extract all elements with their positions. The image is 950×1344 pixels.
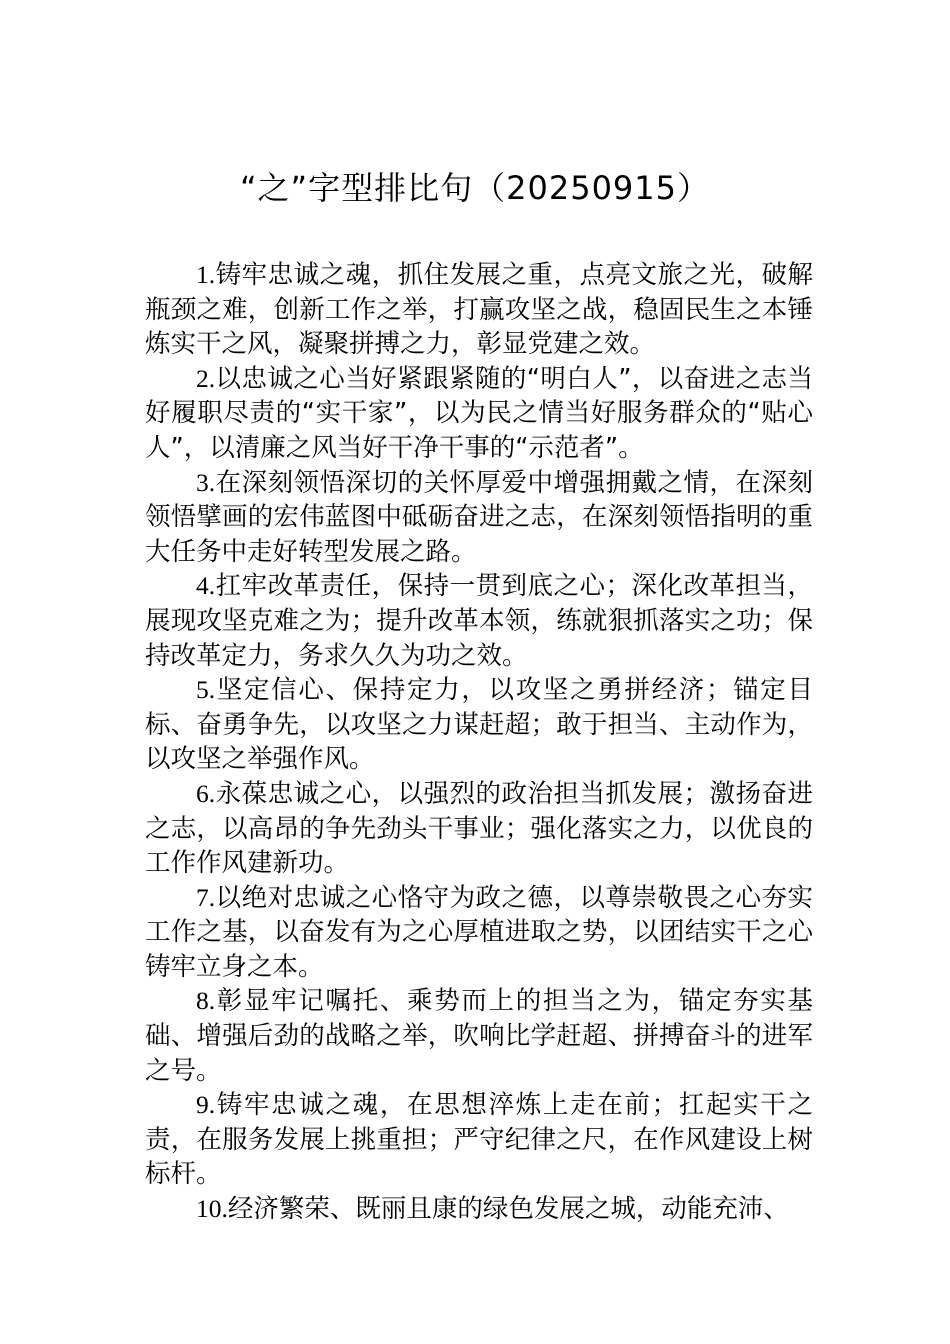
paragraph-4 — [145, 569, 813, 673]
paragraph-2 — [145, 362, 813, 466]
paragraph-text: 在深刻领悟深切的关怀厚爱中增强拥戴之情，在深刻领悟擘画的宏伟蓝图中砥砺奋进之志，在深刻领悟指明的重大任务中走好转型发展之路。 — [145, 467, 813, 567]
paragraph-8 — [145, 984, 813, 1088]
paragraph-5 — [145, 673, 813, 777]
paragraph-7 — [145, 881, 813, 985]
paragraph-text: 铸牢忠诚之魂，抓住发展之重，点亮文旅之光，破解瓶颈之难，创新工作之举，打赢攻坚之战，稳固民生之本锤炼实干之风，凝聚拼搏之力，彰显党建之效。 — [145, 260, 813, 360]
paragraph-6 — [145, 777, 813, 881]
paragraph-text: 以忠诚之心当好紧跟紧随的“明白人”，以奋进之志当好履职尽责的“实干家”，以为民之情当好服务群众的“贴心人”，以清廉之风当好干净干事的“示范者”。 — [145, 363, 813, 463]
paragraph-text: 坚定信心、保持定力，以攻坚之勇拼经济；锚定目标、奋勇争先，以攻坚之力谋赶超；敢于担当、主动作为，以攻坚之举强作风。 — [145, 675, 813, 775]
paragraph-text: 彰显牢记嘱托、乘势而上的担当之为，锚定夯实基础、增强后劲的战略之举，吹响比学赶超、拼搏奋斗的进军之号。 — [145, 986, 813, 1086]
paragraph-number: 2. — [196, 363, 216, 393]
paragraph-text: 永葆忠诚之心，以强烈的政治担当抓发展；激扬奋进之志，以高昂的争先劲头干事业；强化落实之力，以优良的工作作风建新功。 — [145, 778, 813, 879]
paragraph-text: 经济繁荣、既丽且康的绿色发展之城，动能充沛、 — [227, 1194, 789, 1225]
paragraph-1 — [145, 258, 813, 362]
paragraph-number: 1. — [196, 260, 216, 289]
paragraph-number: 7. — [196, 882, 216, 912]
paragraph-text: 扛牢改革责任，保持一贯到底之心；深化改革担当，展现攻坚克难之为；提升改革本领，练就狠抓落实之功；保持改革定力，务求久久为功之效。 — [145, 571, 813, 671]
paragraph-number: 10. — [196, 1194, 228, 1224]
paragraph-text: 铸牢忠诚之魂，在思想淬炼上走在前；扛起实干之责，在服务发展上挑重担；严守纪律之尺，在作风建设上树标杆。 — [145, 1090, 813, 1190]
paragraph-text: 以绝对忠诚之心恪守为政之德，以尊崇敬畏之心夯实工作之基，以奋发有为之心厚植进取之势，以团结实干之心铸牢立身之本。 — [145, 882, 813, 982]
paragraph-number: 5. — [196, 675, 216, 705]
paragraph-9 — [145, 1088, 813, 1192]
paragraph-number: 6. — [196, 778, 216, 808]
paragraph-3 — [145, 466, 813, 570]
document-body — [145, 258, 813, 1227]
paragraph-number: 8. — [196, 986, 216, 1016]
paragraph-10 — [145, 1192, 813, 1227]
document-title: “之”字型排比句（20250915） — [239, 169, 711, 207]
paragraph-number: 3. — [196, 467, 216, 497]
paragraph-number: 9. — [196, 1090, 216, 1120]
paragraph-number: 4. — [196, 571, 216, 601]
